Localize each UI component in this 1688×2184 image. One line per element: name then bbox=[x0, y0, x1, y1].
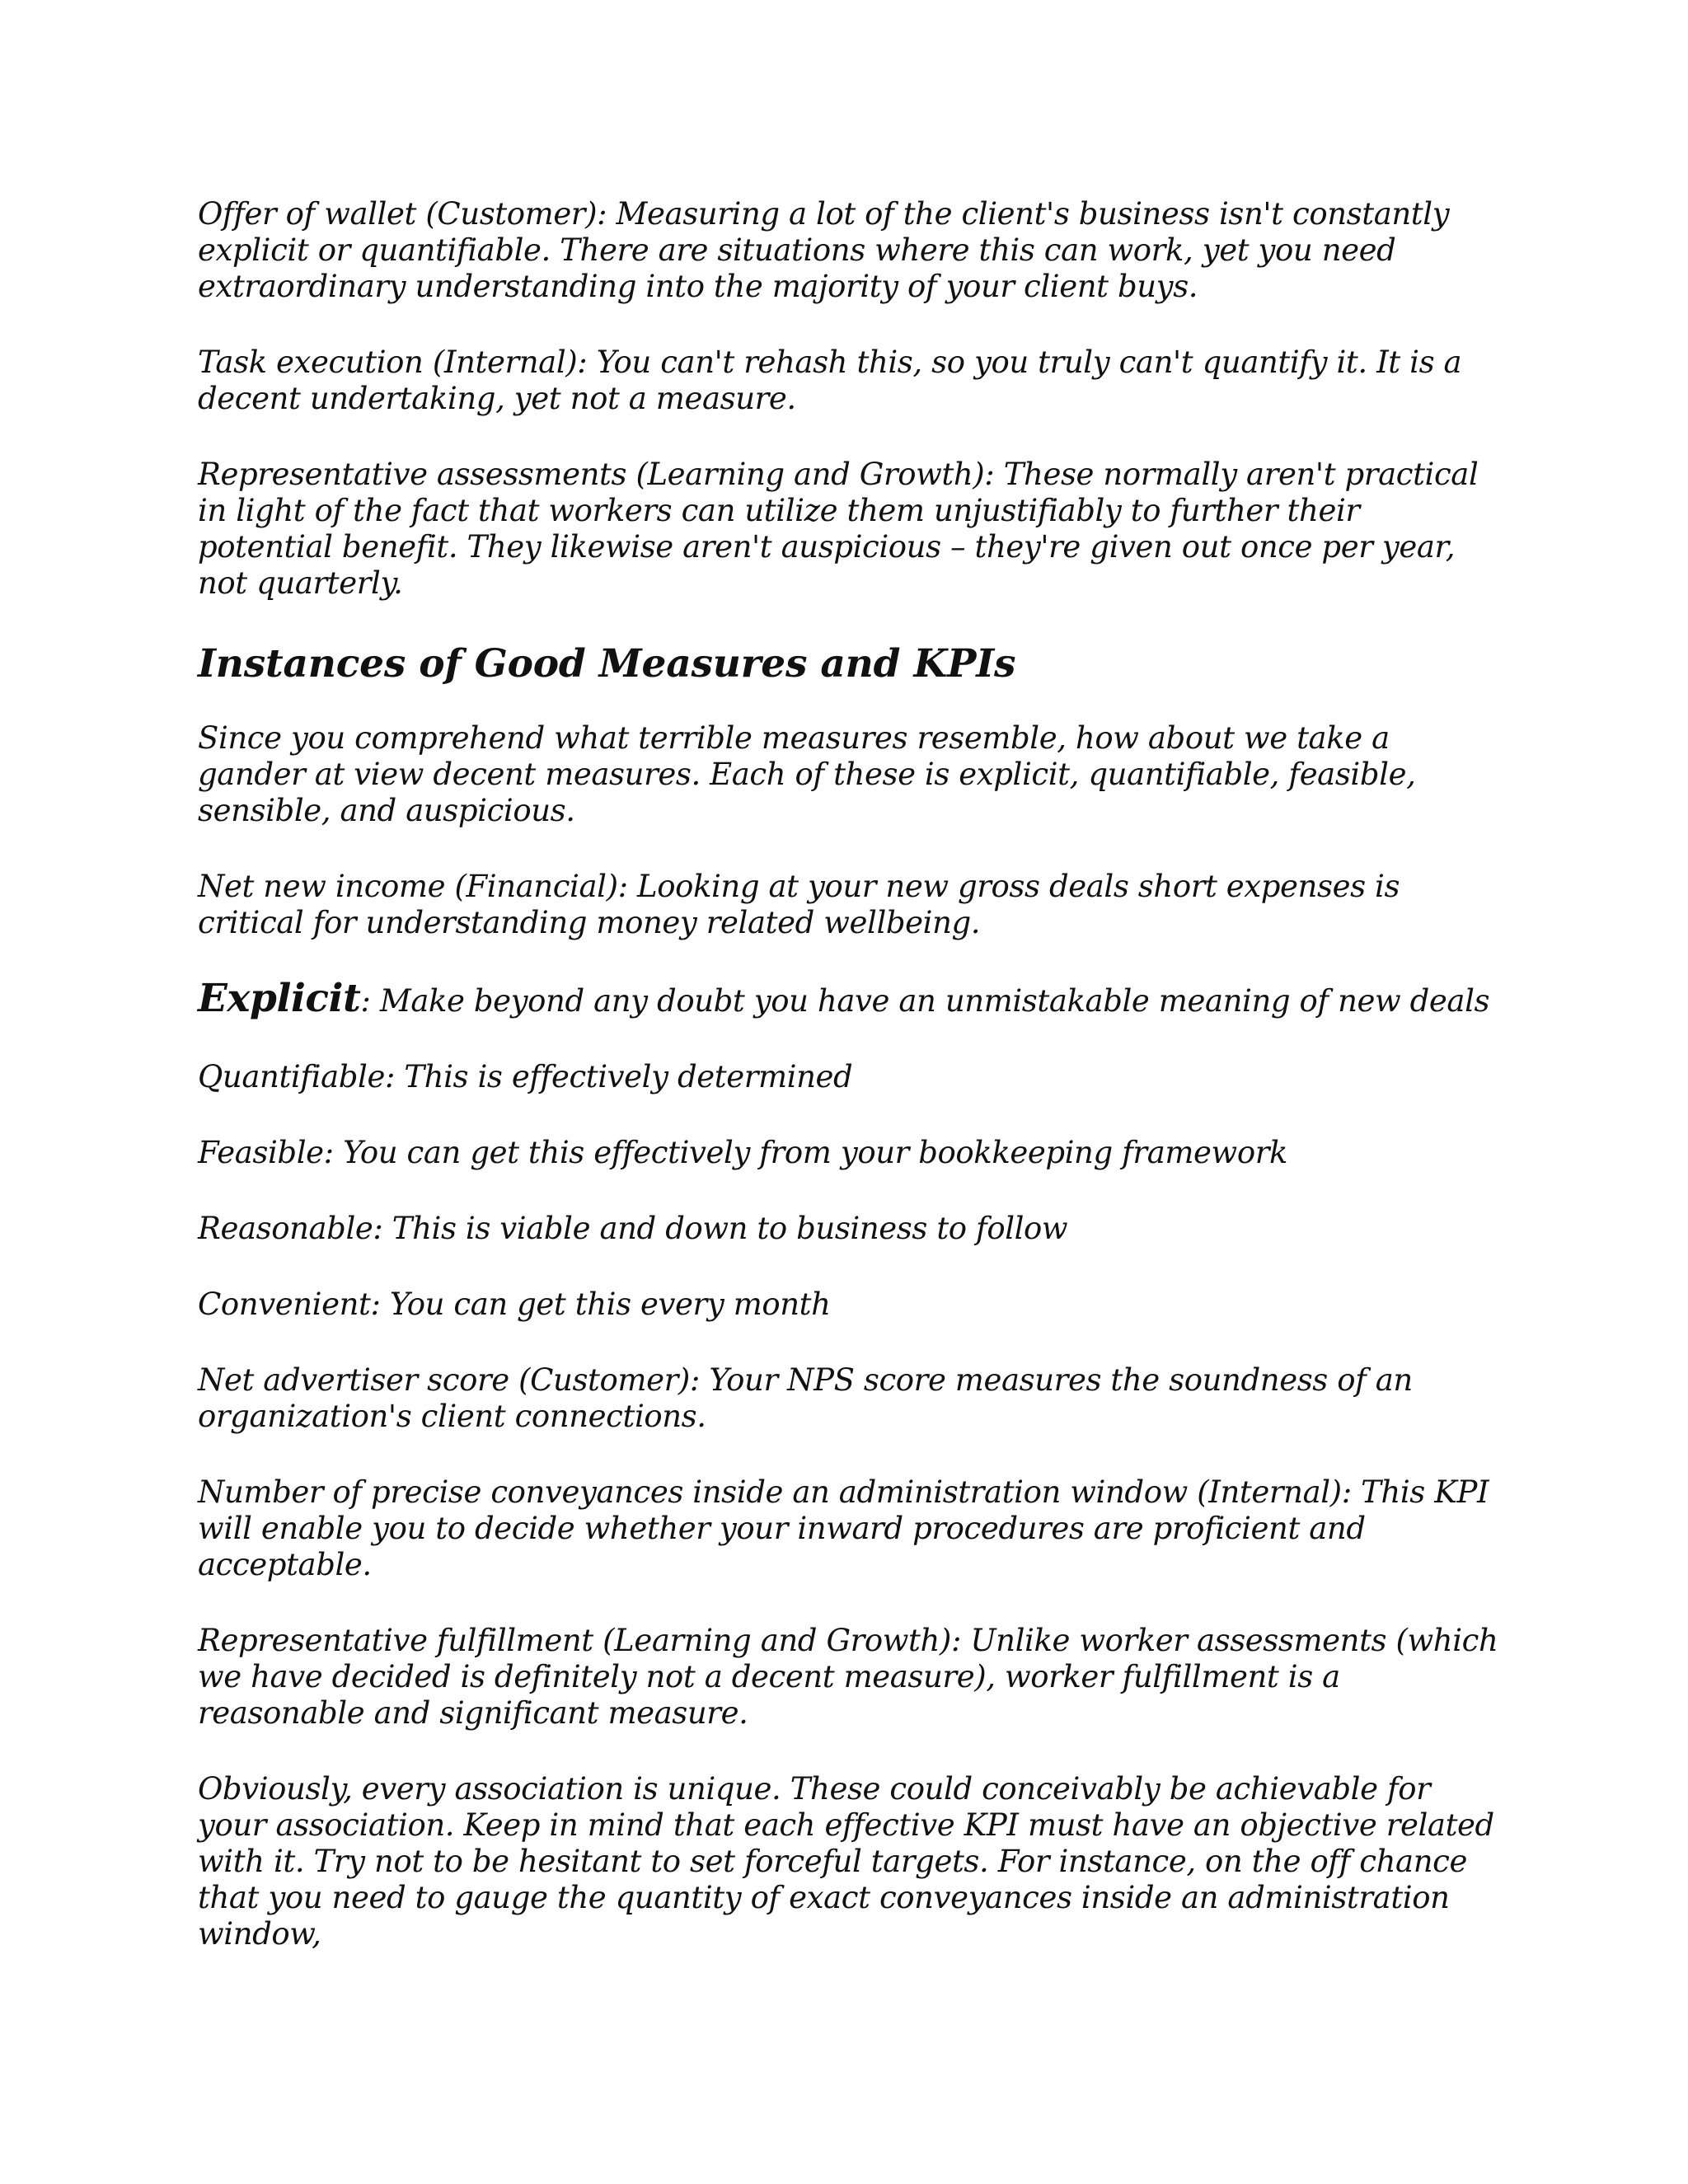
paragraph-every-association-unique: Obviously, every association is unique. These could conceivably be achievable for your association. Keep in mind that each effective KPI must have an objective related with it. Try not to be hesitant to set forceful targets. For instance, on the off chance that you need to gauge the quantity of exact conveyances inside an administration window, bbox=[198, 1771, 1494, 1952]
paragraph-task-execution: Task execution (Internal): You can't rehash this, so you truly can't quantify it. It is a decent undertaking, yet not a measure. bbox=[198, 344, 1462, 416]
criterion-feasible: Feasible: You can get this effectively from your bookkeeping framework bbox=[198, 1135, 1288, 1170]
paragraph-net-advertiser-score: Net advertiser score (Customer): Your NPS score measures the soundness of an organization's client connections. bbox=[198, 1362, 1413, 1434]
paragraph-representative-assessments: Representative assessments (Learning and Growth): These normally aren't practical in light of the fact that workers can utilize them unjustifiably to further their potential benefit. They likewise aren't auspicious – they're given out once per year, not quarterly. bbox=[198, 457, 1479, 601]
paragraph-good-measures-intro: Since you comprehend what terrible measures resemble, how about we take a gander at view decent measures. Each of these is explicit, quantifiable, feasible, sensible, and auspicious. bbox=[198, 720, 1416, 828]
paragraph-net-new-income: Net new income (Financial): Looking at your new gross deals short expenses is critical for understanding money related wellbeing. bbox=[198, 869, 1400, 940]
explicit-term: Explicit bbox=[198, 976, 361, 1021]
section-heading: Instances of Good Measures and KPIs bbox=[198, 641, 1016, 687]
criterion-reasonable: Reasonable: This is viable and down to business to follow bbox=[198, 1211, 1068, 1246]
paragraph-explicit bbox=[198, 976, 1500, 1021]
paragraph-representative-fulfillment: Representative fulfillment (Learning and Growth): Unlike worker assessments (which we have decided is definitely not a decent measure), worker fulfillment is a reasonable and significant measure. bbox=[198, 1623, 1498, 1731]
paragraph-offer-of-wallet: Offer of wallet (Customer): Measuring a lot of the client's business isn't constantly explicit or quantifiable. There are situations where this can work, yet you need extraordinary understanding into the majority of your client buys. bbox=[198, 196, 1450, 304]
document-page bbox=[198, 196, 1500, 1992]
criterion-convenient: Convenient: You can get this every month bbox=[198, 1286, 831, 1322]
criterion-quantifiable: Quantifiable: This is effectively determined bbox=[198, 1059, 853, 1094]
paragraph-precise-conveyances: Number of precise conveyances inside an administration window (Internal): This KPI will enable you to decide whether your inward procedures are proficient and acceptable. bbox=[198, 1474, 1489, 1582]
explicit-text: : Make beyond any doubt you have an unmistakable meaning of new deals bbox=[360, 983, 1490, 1019]
